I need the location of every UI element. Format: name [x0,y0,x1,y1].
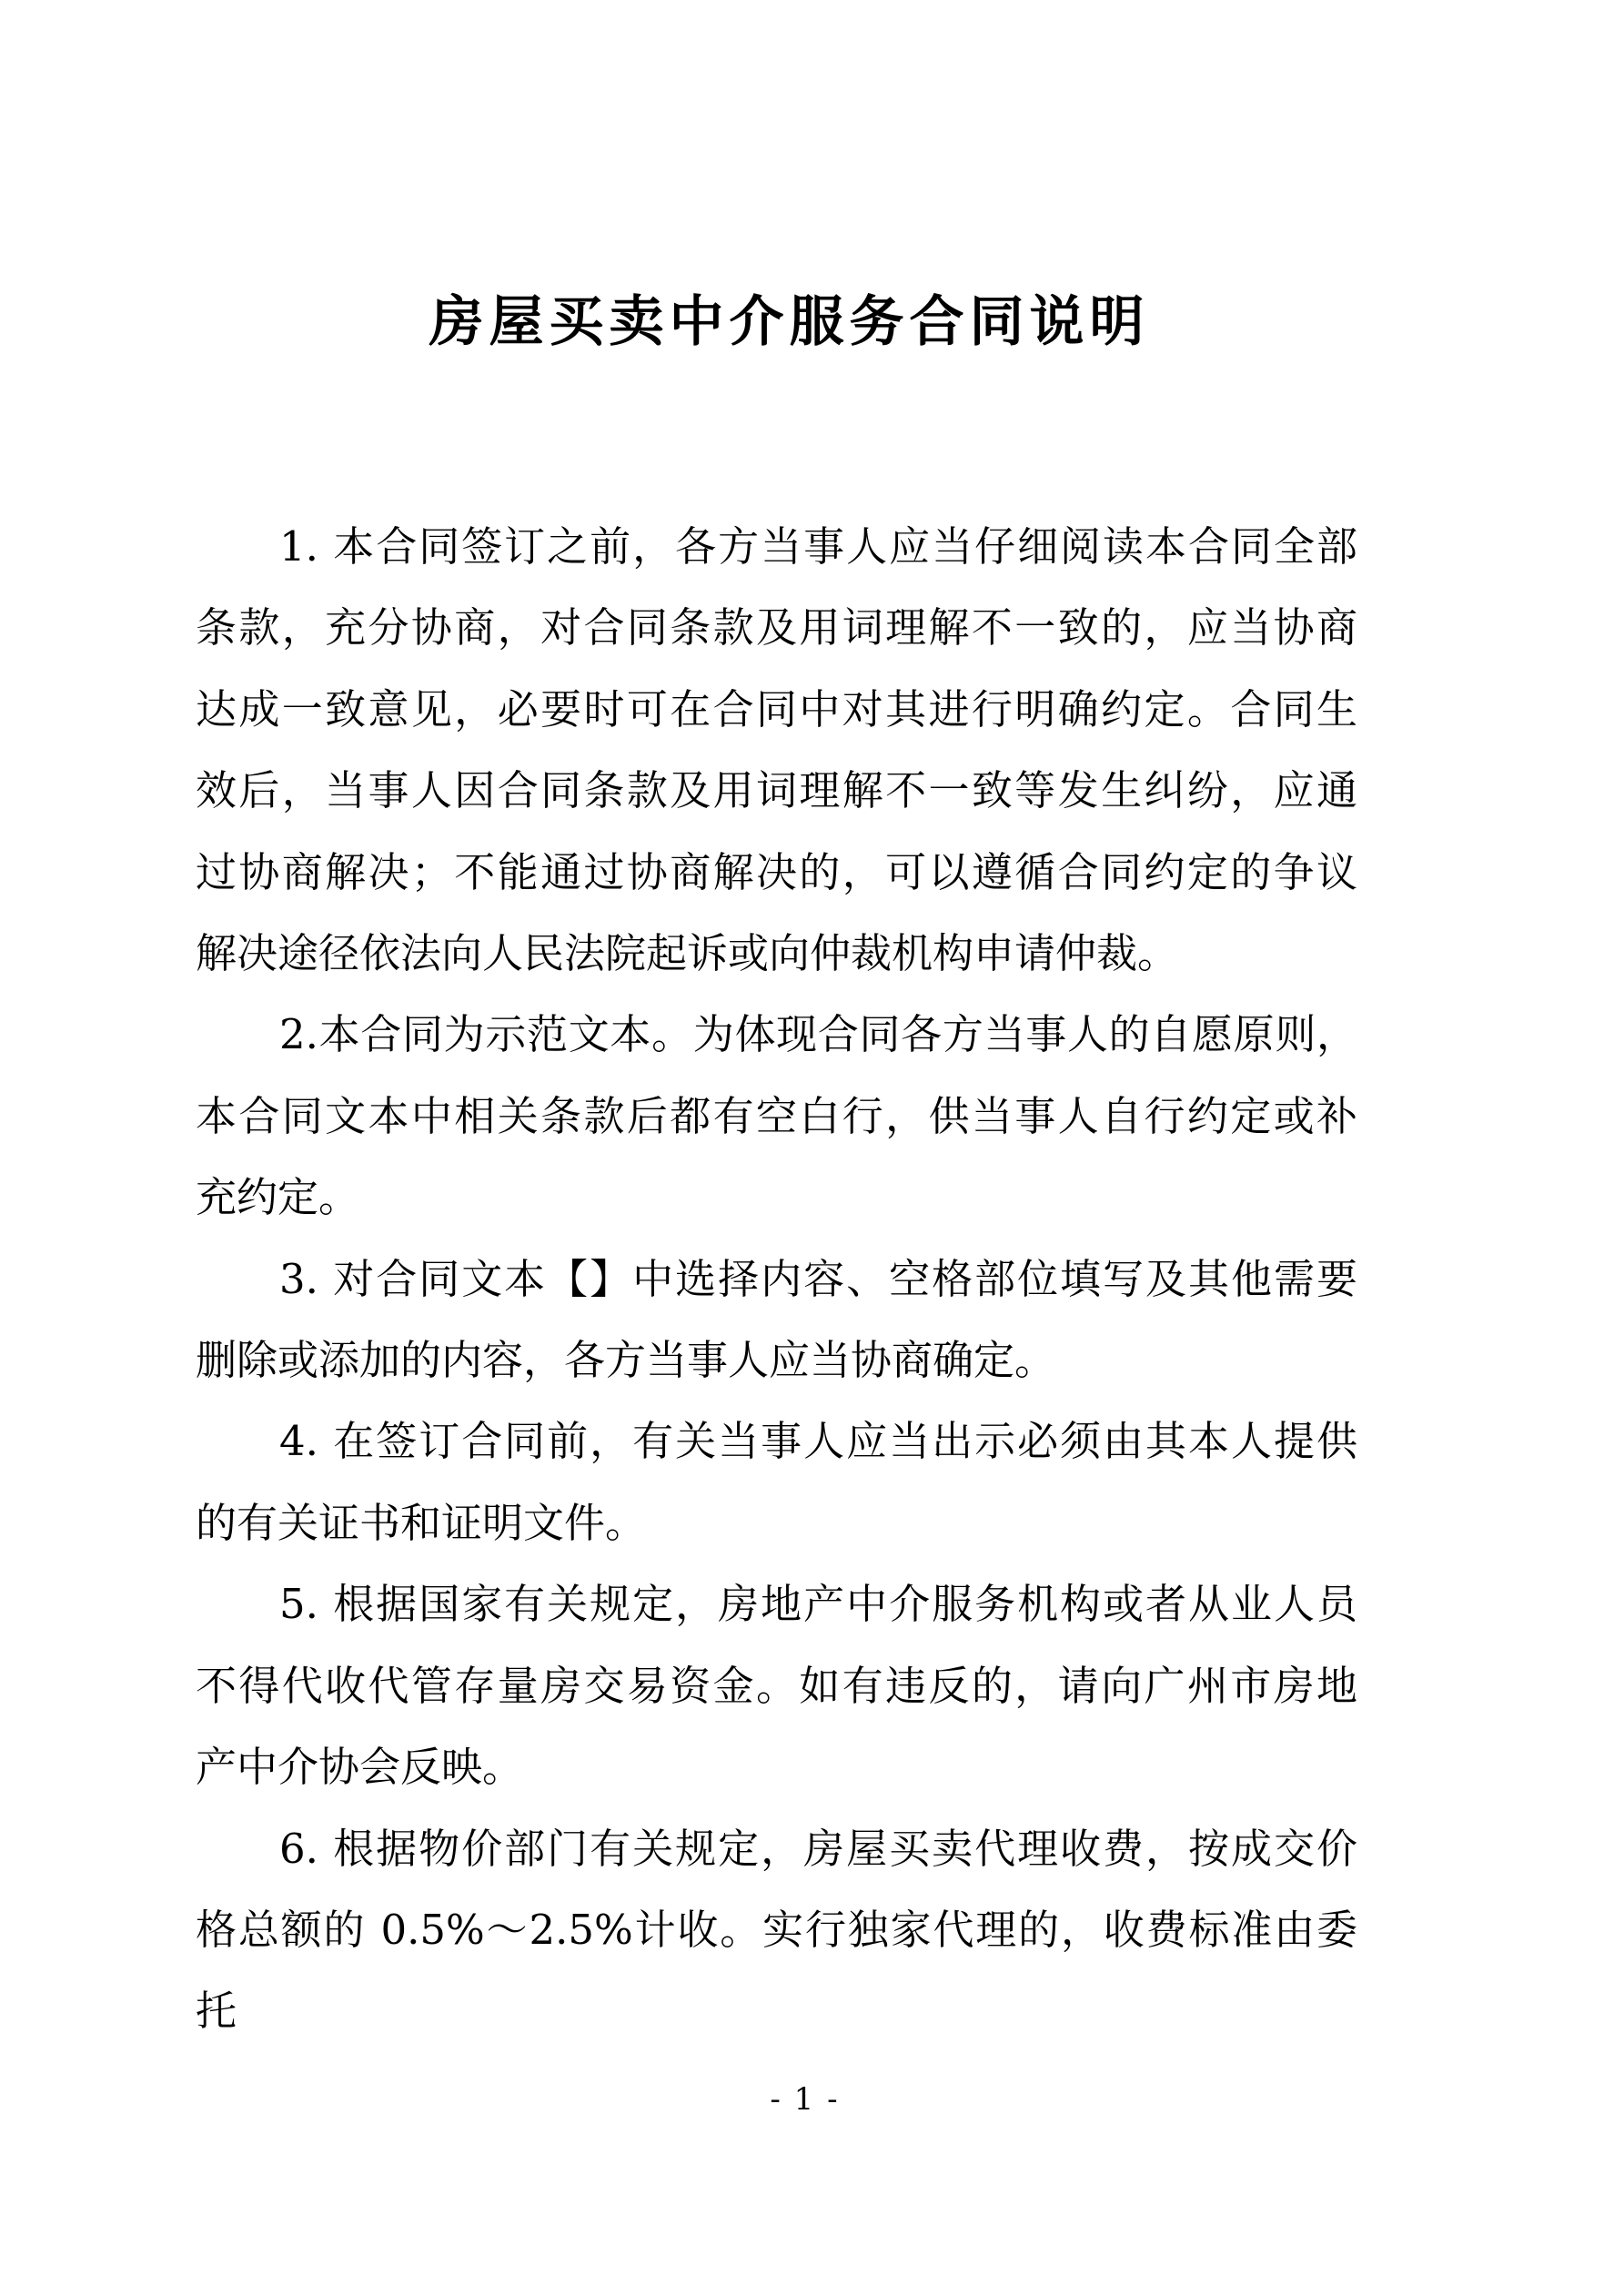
document-body [196,506,1357,2052]
paragraph [196,1239,1357,1401]
paragraph [196,506,1357,994]
paragraph [196,1808,1357,2052]
text-line: 效后，当事人因合同条款及用词理解不一致等发生纠纷，应通 [196,766,1357,815]
text-line: 4. 在签订合同前，有关当事人应当出示必须由其本人提供 [279,1417,1357,1466]
text-line: 本合同文本中相关条款后都有空白行，供当事人自行约定或补 [196,1091,1357,1140]
text-line: 1. 本合同签订之前，各方当事人应当仔细阅读本合同全部 [279,522,1357,571]
text-line: 2.本合同为示范文本。为体现合同各方当事人的自愿原则， [279,1010,1357,1059]
text-line: 充约定。 [196,1173,360,1222]
text-line: 过协商解决；不能通过协商解决的，可以遵循合同约定的争议 [196,847,1357,896]
text-line: 3. 对合同文本【】中选择内容、空格部位填写及其他需要 [279,1254,1357,1303]
text-line: 产中介协会反映。 [196,1743,524,1792]
text-line: 不得代收代管存量房交易资金。如有违反的，请向广州市房地 [196,1661,1357,1710]
text-line: 条款，充分协商，对合同条款及用词理解不一致的，应当协商 [196,603,1357,652]
text-line: 解决途径依法向人民法院起诉或向仲裁机构申请仲裁。 [196,929,1179,978]
text-line: 的有关证书和证明文件。 [196,1498,647,1547]
text-line: 删除或添加的内容，各方当事人应当协商确定。 [196,1336,1056,1385]
text-line: 5. 根据国家有关规定，房地产中介服务机构或者从业人员 [279,1580,1357,1629]
page-title: 房屋买卖中介服务合同说明 [429,290,1150,354]
text-line: 格总额的 0.5%～2.5%计收。实行独家代理的，收费标准由委托 [196,1905,1357,2036]
paragraph [196,994,1357,1238]
paragraph [196,1563,1357,1807]
text-line: 达成一致意见，必要时可在合同中对其进行明确约定。合同生 [196,684,1357,733]
paragraph [196,1401,1357,1563]
page-number: - 1 - [770,2081,840,2118]
text-line: 6. 根据物价部门有关规定，房屋买卖代理收费，按成交价 [279,1824,1357,1873]
